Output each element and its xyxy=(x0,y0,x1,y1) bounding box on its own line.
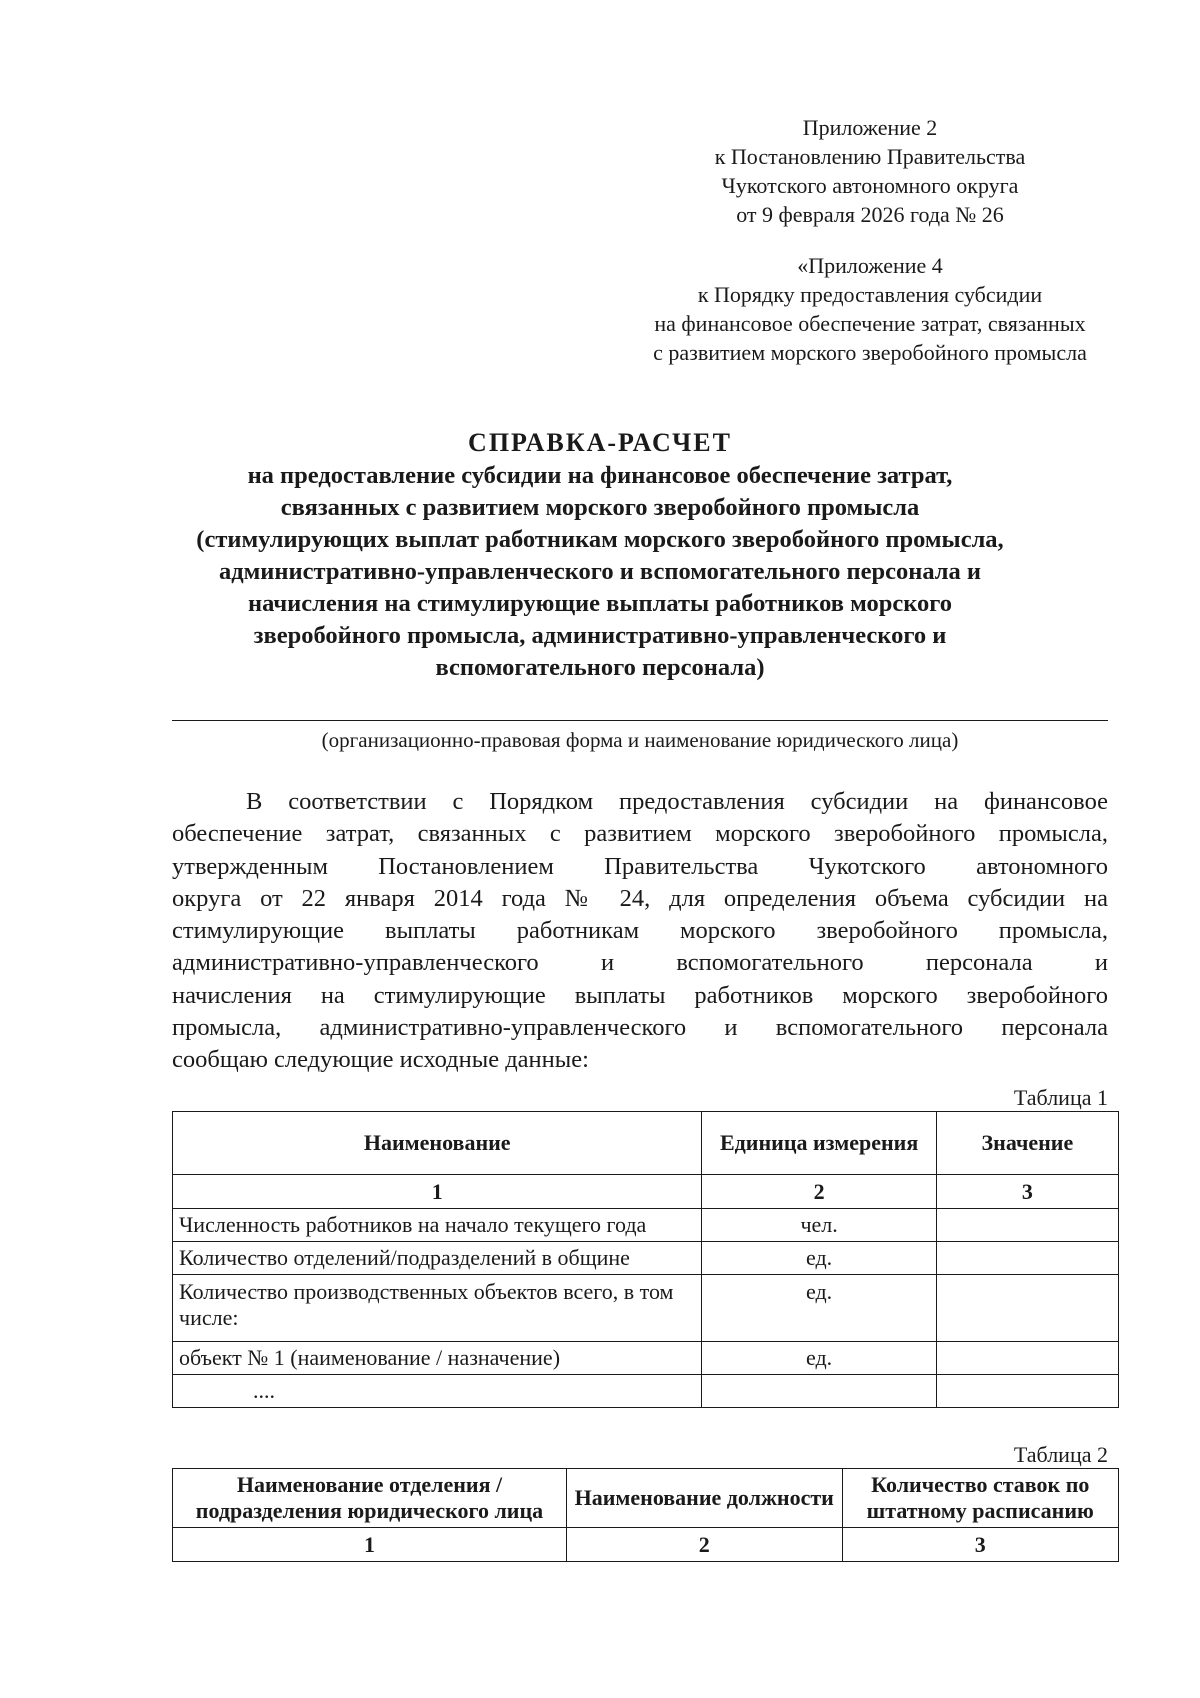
column-number: 2 xyxy=(702,1175,936,1209)
table-header-row xyxy=(173,1112,1119,1175)
row-unit: чел. xyxy=(702,1209,936,1242)
row-value-cell[interactable] xyxy=(936,1275,1118,1342)
title-line: вспомогательного персонала) xyxy=(435,654,765,681)
title-line: административно-управленческого и вспомогательного персонала и xyxy=(218,558,982,585)
appendix-line: к Порядку предоставления субсидии xyxy=(697,282,1043,307)
organization-name-blank-line xyxy=(172,720,1108,721)
paragraph-line: сообщаю следующие исходные данные: xyxy=(172,1046,589,1074)
row-value-cell[interactable] xyxy=(936,1209,1118,1242)
table-row xyxy=(173,1209,1119,1242)
column-number: 2 xyxy=(566,1528,842,1562)
appendix-line: на финансовое обеспечение затрат, связанных xyxy=(654,311,1086,336)
header-department: Наименование отделения / подразделения юридического лица xyxy=(173,1469,567,1528)
appendix-4-header xyxy=(610,251,1130,367)
column-number-row xyxy=(173,1175,1119,1209)
appendix-line: Чукотского автономного округа xyxy=(721,173,1019,198)
table-header-row xyxy=(173,1469,1119,1528)
paragraph-line: округа от 22 января 2014 года № 24, для определения объема субсидии на xyxy=(172,884,1108,912)
column-number: 3 xyxy=(936,1175,1118,1209)
column-number: 1 xyxy=(173,1528,567,1562)
column-number-row xyxy=(173,1528,1119,1562)
appendix-line: от 9 февраля 2026 года № 26 xyxy=(736,202,1004,227)
header-unit: Единица измерения xyxy=(702,1112,936,1175)
table-row xyxy=(173,1275,1119,1342)
title-line: на предоставление субсидии на финансовое обеспечение затрат, xyxy=(247,462,953,489)
row-value-cell[interactable] xyxy=(936,1375,1118,1408)
paragraph-line: промысла, административно-управленческого и вспомогательного персонала xyxy=(172,1014,1108,1042)
title-line: начисления на стимулирующие выплаты работников морского xyxy=(247,590,953,617)
title-line: связанных с развитием морского зверобойного промысла xyxy=(280,494,920,521)
row-name: объект № 1 (наименование / назначение) xyxy=(173,1342,702,1375)
table-row xyxy=(173,1375,1119,1408)
paragraph-line: В соответствии с Порядком предоставления субсидии на финансовое xyxy=(246,788,1108,815)
paragraph-line: административно-управленческого и вспомогательного персонала и xyxy=(172,949,1108,977)
row-name: Численность работников на начало текущего года xyxy=(173,1209,702,1242)
table-1-caption: Таблица 1 xyxy=(1013,1085,1108,1110)
header-value: Значение xyxy=(936,1112,1118,1175)
header-position: Наименование должности xyxy=(566,1469,842,1528)
row-name: Количество отделений/подразделений в общине xyxy=(173,1242,702,1275)
appendix-line: Приложение 2 xyxy=(802,115,938,140)
row-unit: ед. xyxy=(702,1275,936,1342)
paragraph-line: начисления на стимулирующие выплаты работников морского зверобойного xyxy=(172,981,1108,1009)
appendix-line: «Приложение 4 xyxy=(797,253,943,278)
appendix-line: к Постановлению Правительства xyxy=(714,144,1026,169)
row-name: .... xyxy=(173,1375,702,1408)
table-row xyxy=(173,1342,1119,1375)
body-paragraph xyxy=(172,786,1108,1077)
row-unit: ед. xyxy=(702,1342,936,1375)
row-unit: ед. xyxy=(702,1242,936,1275)
title-main: СПРАВКА-РАСЧЕТ xyxy=(468,428,732,457)
appendix-2-header xyxy=(690,113,1050,229)
appendix-line: с развитием морского зверобойного промысла xyxy=(653,340,1087,365)
header-name: Наименование xyxy=(173,1112,702,1175)
organization-caption: (организационно-правовая форма и наименование юридического лица) xyxy=(321,728,959,752)
table-2 xyxy=(172,1468,1119,1562)
column-number: 3 xyxy=(842,1528,1118,1562)
paragraph-line: обеспечение затрат, связанных с развитием морского зверобойного промысла, xyxy=(172,820,1108,848)
table-row xyxy=(173,1242,1119,1275)
table-1 xyxy=(172,1111,1119,1408)
row-value-cell[interactable] xyxy=(936,1242,1118,1275)
column-number: 1 xyxy=(173,1175,702,1209)
paragraph-line: утвержденным Постановлением Правительства Чукотского автономного xyxy=(172,852,1108,880)
title-line: зверобойного промысла, административно-управленческого и xyxy=(253,622,947,649)
title-line: (стимулирующих выплат работникам морского зверобойного промысла, xyxy=(196,526,1004,553)
paragraph-line: стимулирующие выплаты работникам морского зверобойного промысла, xyxy=(172,917,1108,945)
row-name: Количество производственных объектов всего, в том числе: xyxy=(173,1275,702,1342)
table-2-caption: Таблица 2 xyxy=(1013,1442,1108,1467)
row-value-cell[interactable] xyxy=(936,1342,1118,1375)
document-title xyxy=(150,426,1050,684)
header-staff-count: Количество ставок по штатному расписанию xyxy=(842,1469,1118,1528)
row-unit xyxy=(702,1375,936,1408)
